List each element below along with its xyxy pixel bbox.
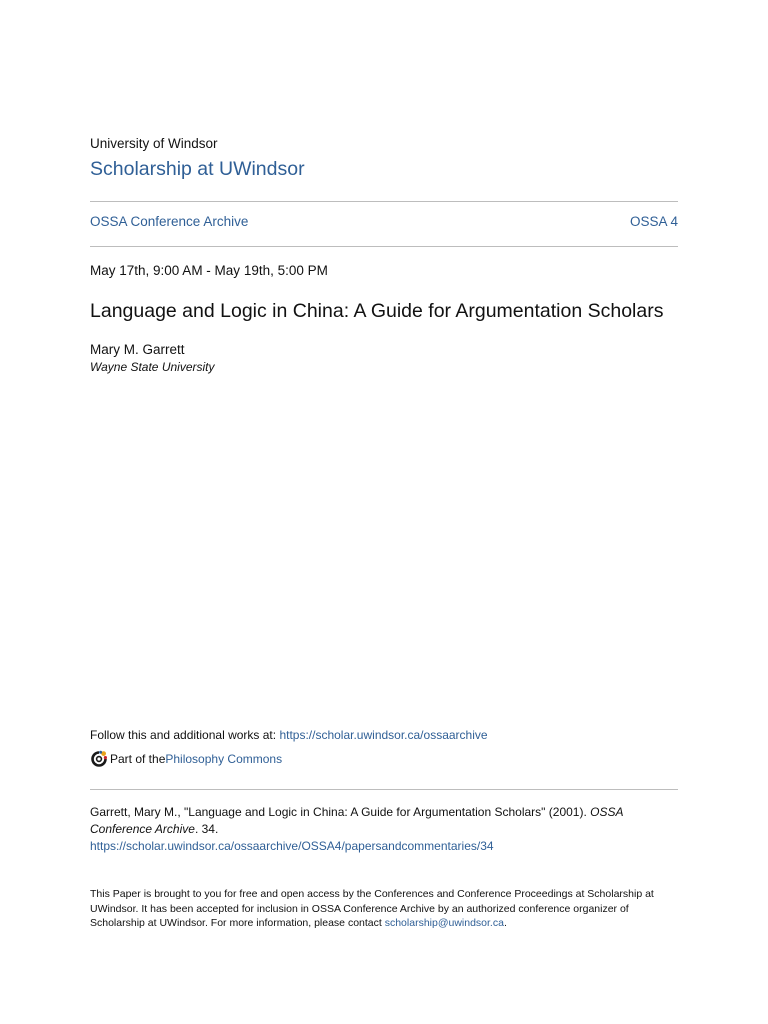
author-affiliation: Wayne State University xyxy=(90,360,215,374)
part-of-label: Part of the xyxy=(110,752,166,766)
recommended-citation xyxy=(90,804,678,855)
follow-label: Follow this and additional works at: xyxy=(90,728,280,742)
follow-url-link[interactable]: https://scholar.uwindsor.ca/ossaarchive xyxy=(279,728,488,742)
divider-nav xyxy=(90,246,678,247)
part-of-line xyxy=(90,750,282,768)
follow-line xyxy=(90,728,488,742)
author-name: Mary M. Garrett xyxy=(90,342,185,357)
access-notice-end: . xyxy=(503,917,507,930)
cover-page xyxy=(90,0,678,1024)
paper-title: Language and Logic in China: A Guide for Argumentation Scholars xyxy=(90,300,664,322)
conference-link[interactable]: OSSA 4 xyxy=(629,214,678,229)
divider-citation xyxy=(90,789,678,790)
archive-link[interactable]: OSSA Conference Archive xyxy=(90,214,249,229)
access-notice xyxy=(90,887,678,931)
citation-url-link[interactable]: https://scholar.uwindsor.ca/ossaarchive/OSSA4/papersandcommentaries/34 xyxy=(90,839,494,853)
citation-journal: OSSA Conference Archive xyxy=(90,805,624,836)
institution-name: University of Windsor xyxy=(90,136,218,151)
contact-email-link[interactable]: scholarship@uwindsor.ca xyxy=(384,917,504,930)
repository-link[interactable]: Scholarship at UWindsor xyxy=(90,158,305,180)
commons-network-icon xyxy=(90,750,108,768)
event-date: May 17th, 9:00 AM - May 19th, 5:00 PM xyxy=(90,263,328,278)
access-notice-text: This Paper is brought to you for free and open access by the Conferences and Conference Proceedings at Scholarship at UWindsor. It has been accepted for inclusion in OSSA Conference Archive by an authorized conference organizer of Scholarship at UWindsor. For more information, please contact xyxy=(90,888,654,930)
philosophy-commons-link[interactable]: Philosophy Commons xyxy=(165,752,283,766)
divider-top xyxy=(90,201,678,202)
citation-text: Garrett, Mary M., "Language and Logic in China: A Guide for Argumentation Scholars" (2001). xyxy=(90,805,591,819)
citation-number: . 34. xyxy=(194,822,219,836)
